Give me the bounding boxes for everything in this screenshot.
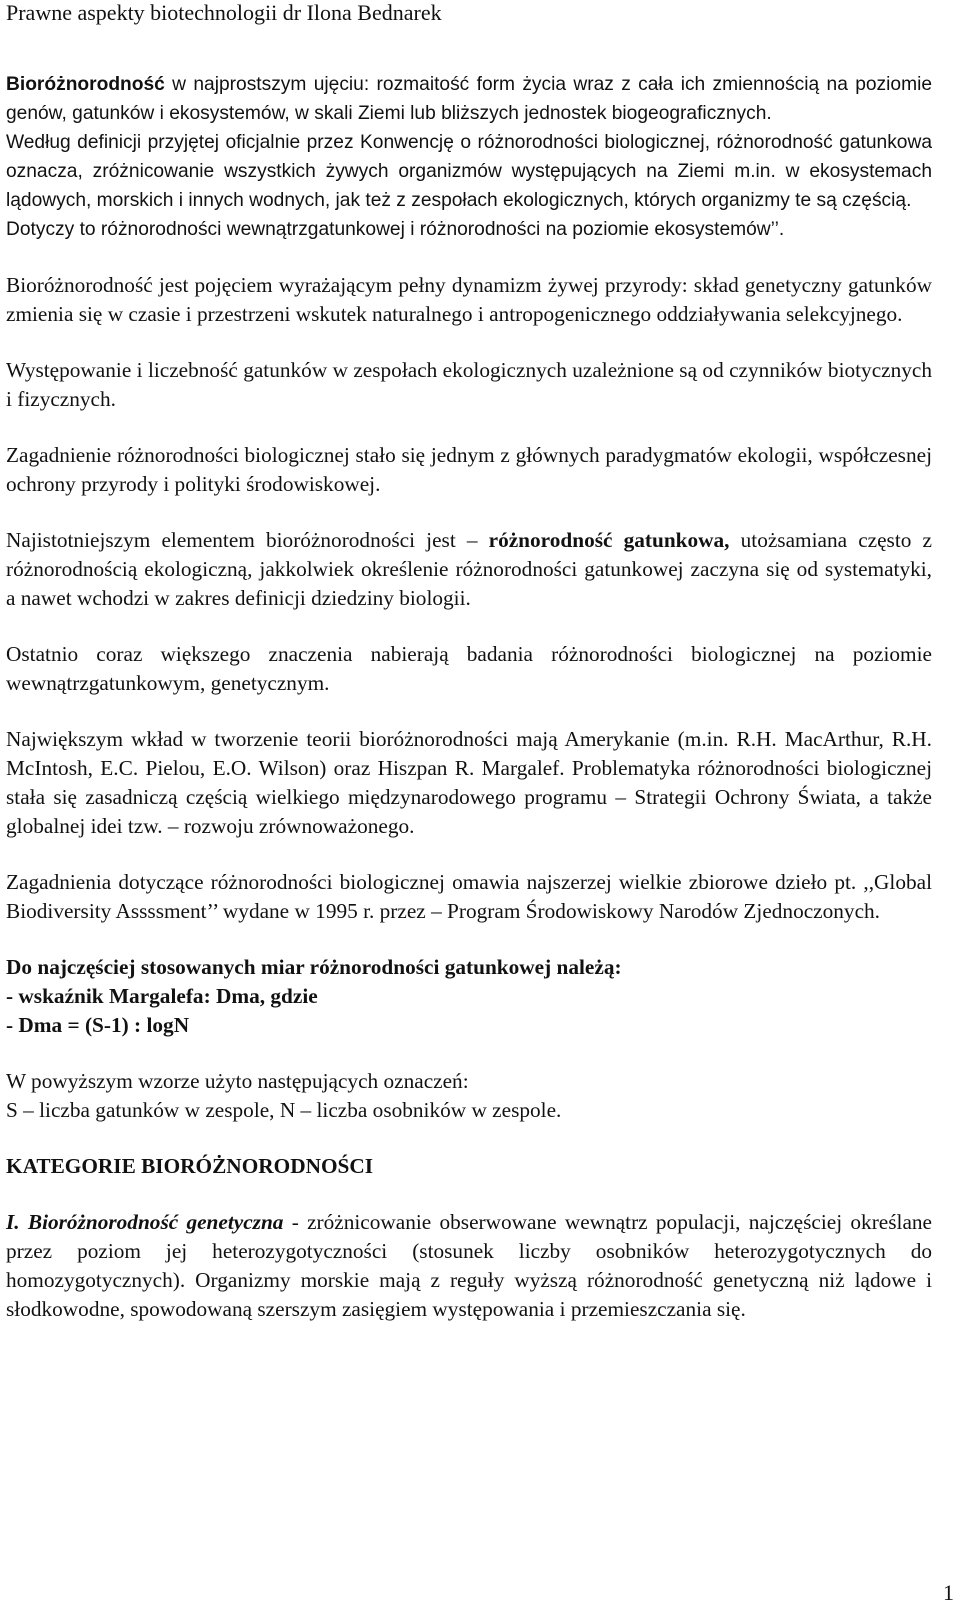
notation-intro: W powyższym wzorze użyto następujących oznaczeń: (6, 1069, 469, 1093)
page-header: Prawne aspekty biotechnologii dr Ilona Bednarek (6, 0, 442, 25)
measures-heading: Do najczęściej stosowanych miar różnorodności gatunkowej należą: (6, 955, 622, 979)
paragraph-species-diversity (6, 526, 932, 613)
categories-heading: KATEGORIE BIORÓŻNORODNOŚCI (6, 1154, 374, 1178)
measures-item-formula: - Dma = (S-1) : logN (6, 1013, 190, 1037)
p4-bold-term: różnorodność gatunkowa, (488, 528, 730, 552)
concerns-paragraph: Dotyczy to różnorodności wewnątrzgatunkowej i różnorodności na poziomie ekosystemów’’. (6, 219, 785, 240)
intro-definition: w najprostszym ujęciu: rozmaitość form życia wraz z cała ich zmiennością na poziomie genów, gatunków i ekosystemów, w skali Ziemi lub bliższych jednostek biogeograficznych. (6, 74, 932, 124)
p4-end: utożsamiana często z różnorodnością ekologiczną, jakkolwiek określenie różnorodności gatunkowej zaczyna się od systematyki, a nawet wchodzi w zakres definicji dziedziny biologii. (6, 528, 932, 610)
page-number: 1 (943, 1580, 954, 1605)
document-body (6, 70, 932, 1351)
notation-definitions: S – liczba gatunków w zespole, N – liczba osobników w zespole. (6, 1098, 562, 1122)
paragraph-paradigm: Zagadnienie różnorodności biologicznej stało się jednym z głównych paradygmatów ekologii, współczesnej ochrony przyrody i polityki środowiskowej. (6, 443, 932, 496)
intro-paragraph (6, 70, 932, 128)
notation-block (6, 1067, 932, 1125)
genetic-diversity-paragraph (6, 1208, 932, 1324)
paragraph-genetic-research: Ostatnio coraz większego znaczenia nabierają badania różnorodności biologicznej na poziomie wewnątrzgatunkowym, genetycznym. (6, 642, 932, 695)
p4-start: Najistotniejszym elementem bioróżnorodności jest – (6, 528, 489, 552)
genetic-diversity-label: I. Bioróżnorodność genetyczna (6, 1210, 284, 1234)
paragraph-global-assessment: Zagadnienia dotyczące różnorodności biologicznej omawia najszerzej wielkie zbiorowe dzieło pt. ,,Global Biodiversity Assssment’’ wydane w 1995 r. przez – Program Środowiskowy Narodów Zjednoczonych. (6, 870, 932, 923)
measures-block (6, 953, 932, 1040)
paragraph-occurrence: Występowanie i liczebność gatunków w zespołach ekologicznych uzależnione są od czynników biotycznych i fizycznych. (6, 358, 932, 411)
intro-term: Bioróżnorodność (6, 74, 165, 95)
paragraph-theory-contributors: Największym wkład w tworzenie teorii bioróżnorodności mają Amerykanie (m.in. R.H. MacArthur, R.H. McIntosh, E.C. Pielou, E.O. Wilson) oraz Hiszpan R. Margalef. Problematyka różnorodności biologicznej stała się zasadniczą częścią wielkiego międzynarodowego programu – Strategii Ochrony Świata, a także globalnej idei tzw. – rozwoju zrównoważonego. (6, 727, 932, 838)
paragraph-dynamism: Bioróżnorodność jest pojęciem wyrażającym pełny dynamizm żywej przyrody: skład genetyczny gatunków zmienia się w czasie i przestrzeni wskutek naturalnego i antropogenicznego oddziaływania selekcyjnego. (6, 273, 932, 326)
measures-item-margalef: - wskaźnik Margalefa: Dma, gdzie (6, 984, 318, 1008)
genetic-diversity-text: - zróżnicowanie obserwowane wewnątrz populacji, najczęściej określane przez poziom jej heterozygotyczności (stosunek liczby osobników heterozygotycznych do homozygotycznych). Organizmy morskie mają z reguły wyższą różnorodność genetyczną niż lądowe i słodkowodne, spowodowaną szerszym zasięgiem występowania i przemieszczania się. (6, 1210, 932, 1321)
convention-paragraph: Według definicji przyjętej oficjalnie przez Konwencję o różnorodności biologicznej, różnorodność gatunkowa oznacza, zróżnicowanie wszystkich żywych organizmów występujących na Ziemi m.in. w ekosystemach lądowych, morskich i innych wodnych, jak też z zespołach ekologicznych, których organizmy te są częścią. (6, 132, 932, 211)
